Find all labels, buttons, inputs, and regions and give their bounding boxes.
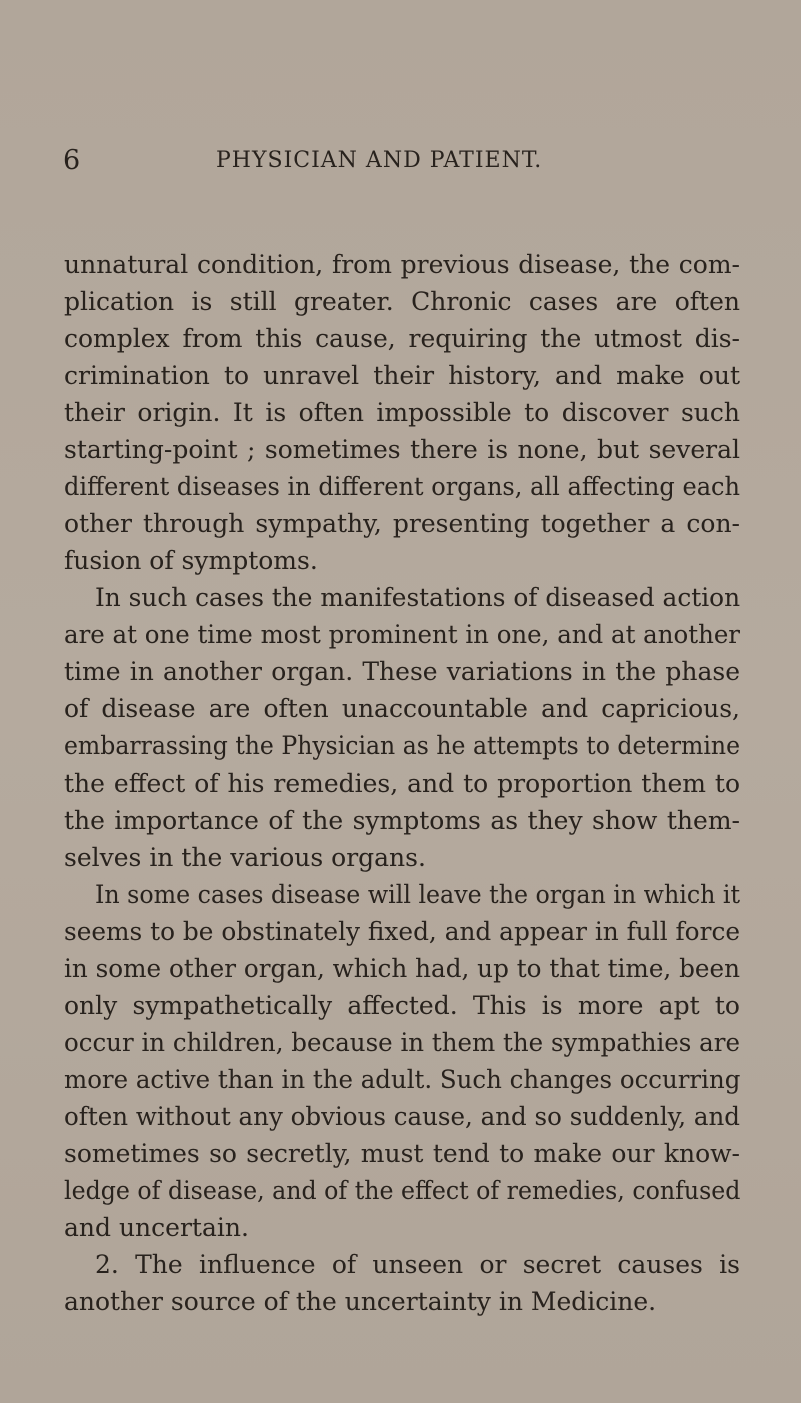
text-line: fusion of symptoms. bbox=[64, 546, 318, 576]
text-line: In such cases the manifestations of diseased action bbox=[95, 583, 741, 613]
text-line: time in another organ. These variations in the phase bbox=[64, 657, 740, 687]
text-line: often without any obvious cause, and so suddenly, and bbox=[64, 1101, 740, 1131]
text-line: ledge of disease, and of the effect of remedies, confused bbox=[64, 1175, 741, 1205]
text-line: and uncertain. bbox=[64, 1212, 249, 1242]
text-line: the importance of the symptoms as they show them- bbox=[64, 805, 740, 835]
text-line: plication is still greater. Chronic cases are often bbox=[64, 287, 740, 317]
text-line: their origin. It is often impossible to discover such bbox=[64, 398, 740, 428]
text-line: selves in the various organs. bbox=[64, 842, 426, 872]
text-line: more active than in the adult. Such changes occurring bbox=[64, 1064, 741, 1094]
text-line: occur in children, because in them the sympathies are bbox=[64, 1027, 740, 1057]
text-line: complex from this cause, requiring the utmost dis- bbox=[64, 324, 740, 354]
text-line: embarrassing the Physician as he attempts to determine bbox=[64, 731, 740, 761]
text-line: sometimes so secretly, must tend to make our know- bbox=[64, 1138, 740, 1168]
text-line: In some cases disease will leave the organ in which it bbox=[95, 879, 741, 909]
text-line: other through sympathy, presenting together a con- bbox=[64, 509, 740, 539]
page-number: 6 bbox=[63, 145, 81, 176]
text-line: different diseases in different organs, all affecting each bbox=[64, 472, 740, 502]
text-line: in some other organ, which had, up to that time, been bbox=[64, 953, 740, 983]
text-line: the effect of his remedies, and to proportion them to bbox=[64, 768, 740, 798]
text-line: 2. The influence of unseen or secret causes is bbox=[95, 1249, 740, 1279]
text-line: of disease are often unaccountable and capricious, bbox=[64, 694, 740, 724]
text-line: are at one time most prominent in one, and at another bbox=[64, 620, 740, 650]
running-title: PHYSICIAN AND PATIENT. bbox=[216, 148, 543, 173]
text-line: crimination to unravel their history, and make out bbox=[64, 361, 740, 391]
text-line: only sympathetically affected. This is more apt to bbox=[64, 990, 740, 1020]
text-line: starting-point ; sometimes there is none, but several bbox=[64, 435, 740, 465]
text-line: unnatural condition, from previous disease, the com- bbox=[64, 250, 740, 279]
text-line: seems to be obstinately fixed, and appear in full force bbox=[64, 916, 740, 946]
text-line: another source of the uncertainty in Medicine. bbox=[64, 1287, 657, 1316]
